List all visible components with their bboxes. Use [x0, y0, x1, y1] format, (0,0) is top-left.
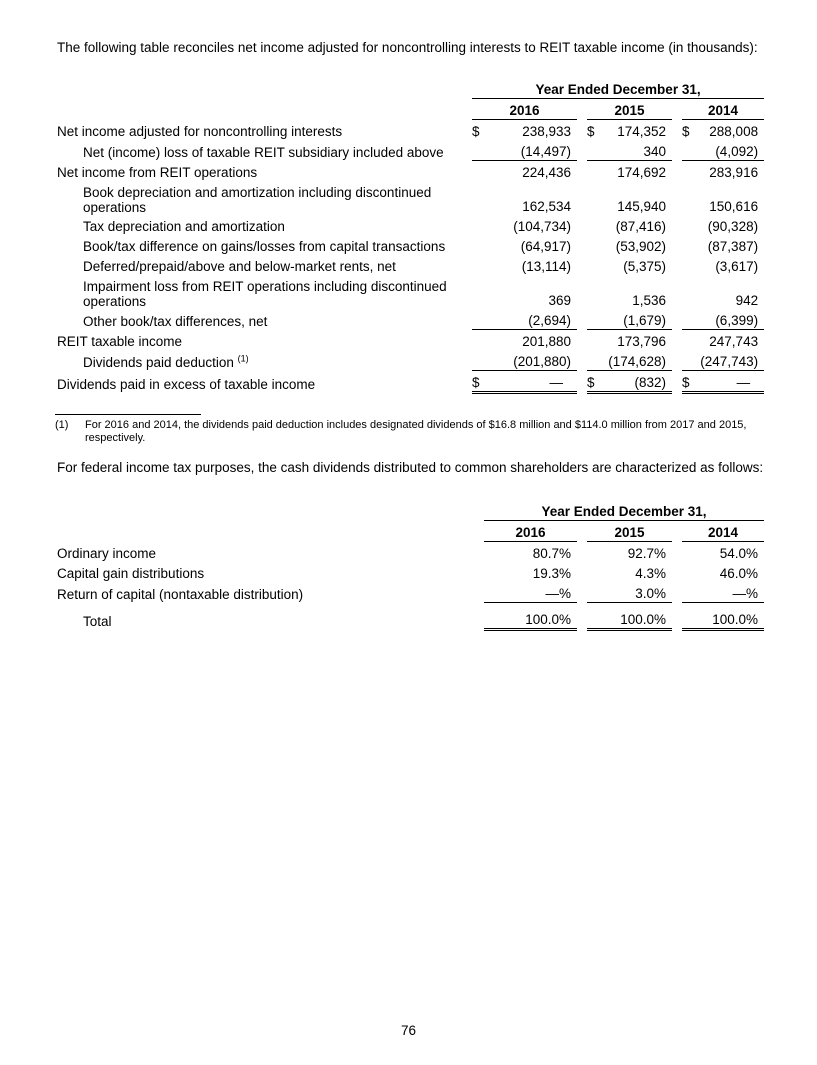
- table1-year-2016: 2016: [472, 99, 577, 120]
- value-2015: (832): [599, 371, 672, 393]
- value-2015: 174,352: [617, 124, 666, 139]
- value-2014: (4,092): [715, 144, 759, 159]
- table-row: [57, 255, 764, 275]
- page-number: 76: [400, 1023, 417, 1038]
- row-label: Ordinary income: [57, 546, 157, 561]
- table-row: [57, 275, 764, 309]
- value-2014: (6,399): [715, 313, 759, 328]
- row-label: REIT taxable income: [57, 334, 183, 349]
- value-2014: —: [694, 371, 764, 393]
- value-2016: (201,880): [513, 354, 571, 369]
- dollar-sign: $: [587, 124, 595, 139]
- row-label: Book depreciation and amortization including discontinued operations: [83, 185, 432, 215]
- table1-year-2015: 2015: [587, 99, 672, 120]
- row-label: Deferred/prepaid/above and below-market rents, net: [83, 259, 396, 274]
- footnote-mark: (1): [55, 419, 69, 431]
- row-label: Net (income) loss of taxable REIT subsidiary included above: [83, 144, 444, 160]
- table-row: [57, 350, 764, 371]
- value-2015: (53,902): [615, 239, 666, 254]
- value-2016: 80.7%: [532, 546, 571, 561]
- value-2014: (3,617): [715, 259, 759, 274]
- row-label: Book/tax difference on gains/losses from capital transactions: [83, 239, 446, 254]
- value-2014: 247,743: [694, 330, 764, 351]
- table-row: [57, 371, 764, 393]
- table-row: [57, 309, 764, 330]
- row-label: Capital gain distributions: [57, 566, 205, 581]
- value-2015: (87,416): [615, 219, 666, 234]
- intro-paragraph-dividends: For federal income tax purposes, the cash dividends distributed to common shareholders are characterized as follows:: [57, 460, 764, 475]
- value-2016: 100.0%: [484, 603, 577, 630]
- table-row: [57, 235, 764, 255]
- dividend-characterization-table: [57, 500, 764, 631]
- dollar-sign: $: [682, 124, 690, 139]
- table1-year-2014: 2014: [682, 99, 764, 120]
- table1-column-group-header: Year Ended December 31,: [472, 78, 764, 99]
- row-label: [57, 350, 472, 371]
- value-2016: —: [484, 371, 577, 393]
- value-2015: 340: [643, 144, 666, 159]
- dollar-sign: $: [472, 124, 480, 139]
- table-row: [57, 140, 764, 161]
- value-2015: (5,375): [623, 259, 666, 274]
- value-2015: (174,628): [608, 354, 666, 369]
- row-label: Other book/tax differences, net: [83, 313, 268, 329]
- value-2016: (13,114): [521, 259, 571, 274]
- table-row: [57, 582, 764, 603]
- row-label: Net income adjusted for noncontrolling interests: [57, 124, 343, 139]
- value-2015: 100.0%: [587, 603, 672, 630]
- value-2014: 288,008: [709, 124, 759, 139]
- table-row: [57, 603, 764, 630]
- row-label-text: Dividends paid deduction: [83, 354, 234, 370]
- value-2016: (14,497): [520, 144, 571, 159]
- footnote-divider: [55, 414, 201, 415]
- reit-taxable-income-table: [57, 78, 764, 394]
- value-2016: 19.3%: [532, 566, 571, 581]
- value-2015: 174,692: [599, 161, 672, 182]
- value-2014: 150,616: [709, 199, 759, 214]
- dollar-sign: $: [682, 371, 694, 393]
- value-2014: 283,916: [694, 161, 764, 182]
- value-2015: 4.3%: [635, 566, 666, 581]
- table-row: [57, 542, 764, 563]
- row-label: Impairment loss from REIT operations including discontinued operations: [83, 279, 447, 309]
- table2-year-2015: 2015: [587, 521, 672, 542]
- row-label: Dividends paid in excess of taxable income: [57, 376, 316, 392]
- dollar-sign: $: [587, 371, 599, 393]
- value-2015: 1,536: [632, 293, 666, 308]
- footnote-text: For 2016 and 2014, the dividends paid deduction includes designated dividends of $16.8 million and $114.0 million from 2017 and 2015, respectively.: [85, 419, 747, 444]
- value-2016: 369: [548, 293, 571, 308]
- value-2014: (87,387): [707, 239, 759, 254]
- row-label: Total: [83, 613, 112, 629]
- footnote-reference: (1): [237, 353, 249, 363]
- value-2015: (1,679): [623, 313, 666, 328]
- value-2014: —%: [732, 586, 759, 601]
- value-2015: 145,940: [617, 199, 666, 214]
- footnote: [55, 419, 767, 445]
- value-2016: (2,694): [528, 313, 571, 328]
- intro-paragraph-reconciliation: The following table reconciles net income adjusted for noncontrolling interests to REIT taxable income (in thousands):: [57, 40, 758, 55]
- table-row: [57, 161, 764, 182]
- value-2016: (104,734): [513, 219, 571, 234]
- value-2015: 92.7%: [627, 546, 666, 561]
- table-row: [57, 330, 764, 351]
- value-2014: 100.0%: [682, 603, 764, 630]
- value-2016: —%: [545, 586, 571, 601]
- value-2016: 201,880: [484, 330, 577, 351]
- value-2015: 3.0%: [635, 586, 666, 601]
- row-label: Tax depreciation and amortization: [83, 219, 285, 234]
- table2-year-2014: 2014: [682, 521, 764, 542]
- table-row: [57, 181, 764, 215]
- value-2016: 162,534: [522, 199, 571, 214]
- value-2015: 173,796: [599, 330, 672, 351]
- value-2014: 54.0%: [719, 546, 759, 561]
- value-2014: 942: [735, 293, 759, 308]
- table2-year-2016: 2016: [484, 521, 577, 542]
- value-2014: (90,328): [707, 219, 759, 234]
- table2-column-group-header: Year Ended December 31,: [484, 500, 764, 521]
- table-row: [57, 215, 764, 235]
- value-2014: (247,743): [700, 354, 759, 369]
- table-row: [57, 562, 764, 582]
- value-2016: 224,436: [484, 161, 577, 182]
- value-2016: 238,933: [522, 124, 571, 139]
- row-label: Return of capital (nontaxable distribution): [57, 586, 304, 602]
- table-row: [57, 120, 764, 141]
- value-2016: (64,917): [520, 239, 571, 254]
- row-label: Net income from REIT operations: [57, 165, 258, 180]
- dollar-sign: $: [472, 371, 484, 393]
- value-2014: 46.0%: [719, 566, 759, 581]
